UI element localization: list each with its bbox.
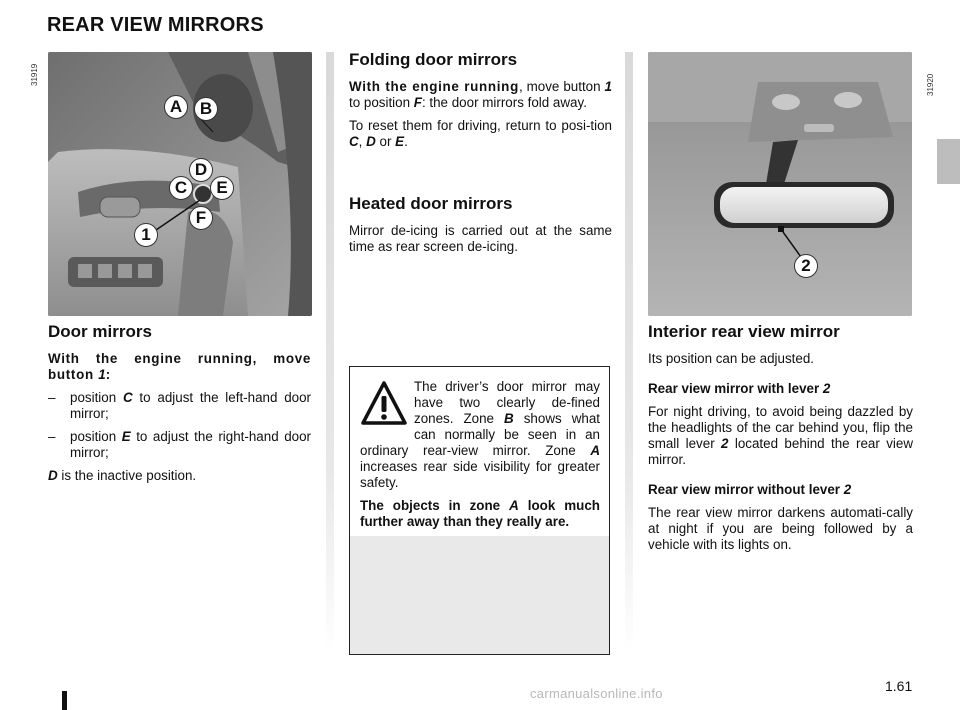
figure-ref-left: 31919 — [30, 63, 39, 86]
page-number: 1.61 — [885, 678, 913, 694]
heated-heading: Heated door mirrors — [349, 194, 513, 213]
folding-heading: Folding door mirrors — [349, 50, 518, 69]
column-divider-left — [326, 52, 334, 652]
door-mirrors-section — [48, 322, 311, 491]
interior-heading: Interior rear view mirror — [648, 322, 840, 341]
inactive-position-note: D is the inactive position. — [48, 468, 197, 483]
warning-box — [349, 366, 610, 655]
interior-paragraph-1: For night driving, to avoid being dazzled by the headlights of the car behind you, flip the small lever 2 located behind the rear view mirror. — [648, 404, 913, 467]
warning-triangle-icon — [360, 379, 408, 427]
interior-paragraph-2: The rear view mirror darkens automati-cally at night if you are being followed by a vehicle with its lights on. — [648, 505, 913, 552]
label-b: B — [194, 97, 218, 121]
interior-subheading-2: Rear view mirror without lever 2 — [648, 482, 852, 497]
interior-section — [648, 322, 913, 560]
chapter-thumb-tab — [937, 139, 960, 184]
label-a: A — [164, 95, 188, 119]
interior-intro: Its position can be adjusted. — [648, 351, 815, 366]
label-1: 1 — [134, 223, 158, 247]
figure-ref-right: 31920 — [926, 73, 935, 96]
list-item: – position E to adjust the right-hand door mirror; — [48, 429, 311, 460]
label-e: E — [210, 176, 234, 200]
heated-section — [349, 194, 612, 255]
warning-text: The driver’s door mirror may have two clearly de-fined zones. Zone B shows what can normally be seen in an ordinary rear-view mirror. Zone A increases rear side visibility for greater safety. — [360, 379, 600, 490]
page-title: REAR VIEW MIRRORS — [47, 14, 264, 36]
door-mirrors-intro: With the engine running, move button 1: — [48, 351, 311, 382]
heated-text: Mirror de-icing is carried out at the same time as rear screen de-icing. — [349, 223, 612, 254]
column-divider-right — [625, 52, 633, 652]
door-mirror-control-figure — [48, 52, 312, 316]
label-c: C — [169, 176, 193, 200]
interior-mirror-figure — [648, 52, 912, 316]
door-mirrors-heading: Door mirrors — [48, 322, 152, 341]
folding-section — [349, 50, 612, 157]
label-2: 2 — [794, 254, 818, 278]
watermark: carmanualsonline.info — [530, 686, 663, 701]
list-item: – position C to adjust the left-hand door mirror; — [48, 390, 312, 421]
interior-mirror-illustration — [648, 52, 912, 316]
label-d: D — [189, 158, 213, 182]
interior-subheading-1: Rear view mirror with lever 2 — [648, 381, 831, 396]
label-f: F — [189, 206, 213, 230]
corner-mark — [62, 691, 67, 710]
folding-paragraph-1: With the engine running, move button 1 to position F: the door mirrors fold away. — [349, 79, 612, 110]
warning-bold-text: The objects in zone A look much further away than they really are. — [360, 498, 600, 529]
folding-paragraph-2: To reset them for driving, return to posi-tion C, D or E. — [349, 118, 612, 149]
